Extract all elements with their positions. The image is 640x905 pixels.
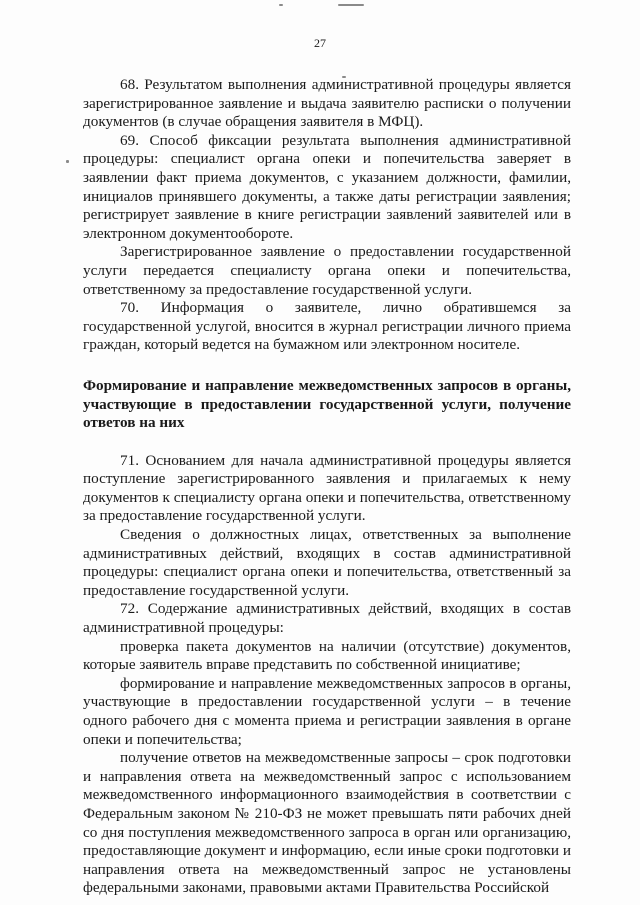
- paragraph-document-check: проверка пакета документов на наличии (отсутствие) документов, которые заявитель вправе представить по собственной инициативе;: [83, 637, 571, 674]
- scan-speck: [338, 4, 364, 6]
- paragraph-71: 71. Основанием для начала административной процедуры является поступление зарегистрированного заявления и прилагаемых к нему документов к специалисту органа опеки и попечительства, ответственному за предоставление государственной услуги.: [83, 451, 571, 525]
- document-body: [83, 76, 571, 898]
- paragraph-requests-forming: формирование и направление межведомственных запросов в органы, участвующие в предоставлении государственной услуги – в течение одного рабочего дня с момента приема и регистрации заявления в органе опеки и попечительства;: [83, 674, 571, 748]
- paragraph-70: 70. Информация о заявителе, лично обратившемся за государственной услугой, вносится в журнал регистрации личного приема граждан, который ведется на бумажном или электронном носителе.: [83, 299, 571, 354]
- scan-speck: [66, 160, 69, 163]
- section-heading: Формирование и направление межведомственных запросов в органы, участвующие в предоставлении государственной услуги, получение ответов на них: [83, 376, 571, 432]
- page-number: 27: [314, 36, 326, 50]
- paragraph-68: 68. Результатом выполнения административной процедуры является зарегистрированное заявление и выдача заявителю расписки о получении документов (в случае обращения заявителя в МФЦ).: [83, 76, 571, 131]
- scan-speck: [279, 4, 283, 6]
- paragraph-72: 72. Содержание административных действий, входящих в состав административной процедуры:: [83, 600, 571, 637]
- paragraph-officials-info: Сведения о должностных лицах, ответственных за выполнение административных действий, входящих в состав административной процедуры: специалист органа опеки и попечительства, ответственный за предоставление государственной услуги.: [83, 526, 571, 599]
- paragraph-69: 69. Способ фиксации результата выполнения административной процедуры: специалист органа опеки и попечительства заверяет в заявлении факт приема документов, с указанием должности, фамилии, инициалов принявшего документы, а также даты регистрации заявления; регистрирует заявление в книге регистрации заявлений заявителей или в электронном документообороте.: [83, 131, 571, 242]
- paragraph-registered-application: Зарегистрированное заявление о предоставлении государственной услуги передается специалисту органа опеки и попечительства, ответственному за предоставление государственной услуги.: [83, 243, 571, 298]
- paragraph-responses-receiving: получение ответов на межведомственные запросы – срок подготовки и направления ответа на межведомственный запрос с использованием межведомственного информационного взаимодействия в соответствии с Федеральным законом № 210-ФЗ не может превышать пяти рабочих дней со дня поступления межведомственного запроса в орган или организацию, предоставляющие документ и информацию, если иные сроки подготовки и направления ответа на межведомственный запрос не установлены федеральными законами, правовыми актами Правительства Российской: [83, 749, 571, 897]
